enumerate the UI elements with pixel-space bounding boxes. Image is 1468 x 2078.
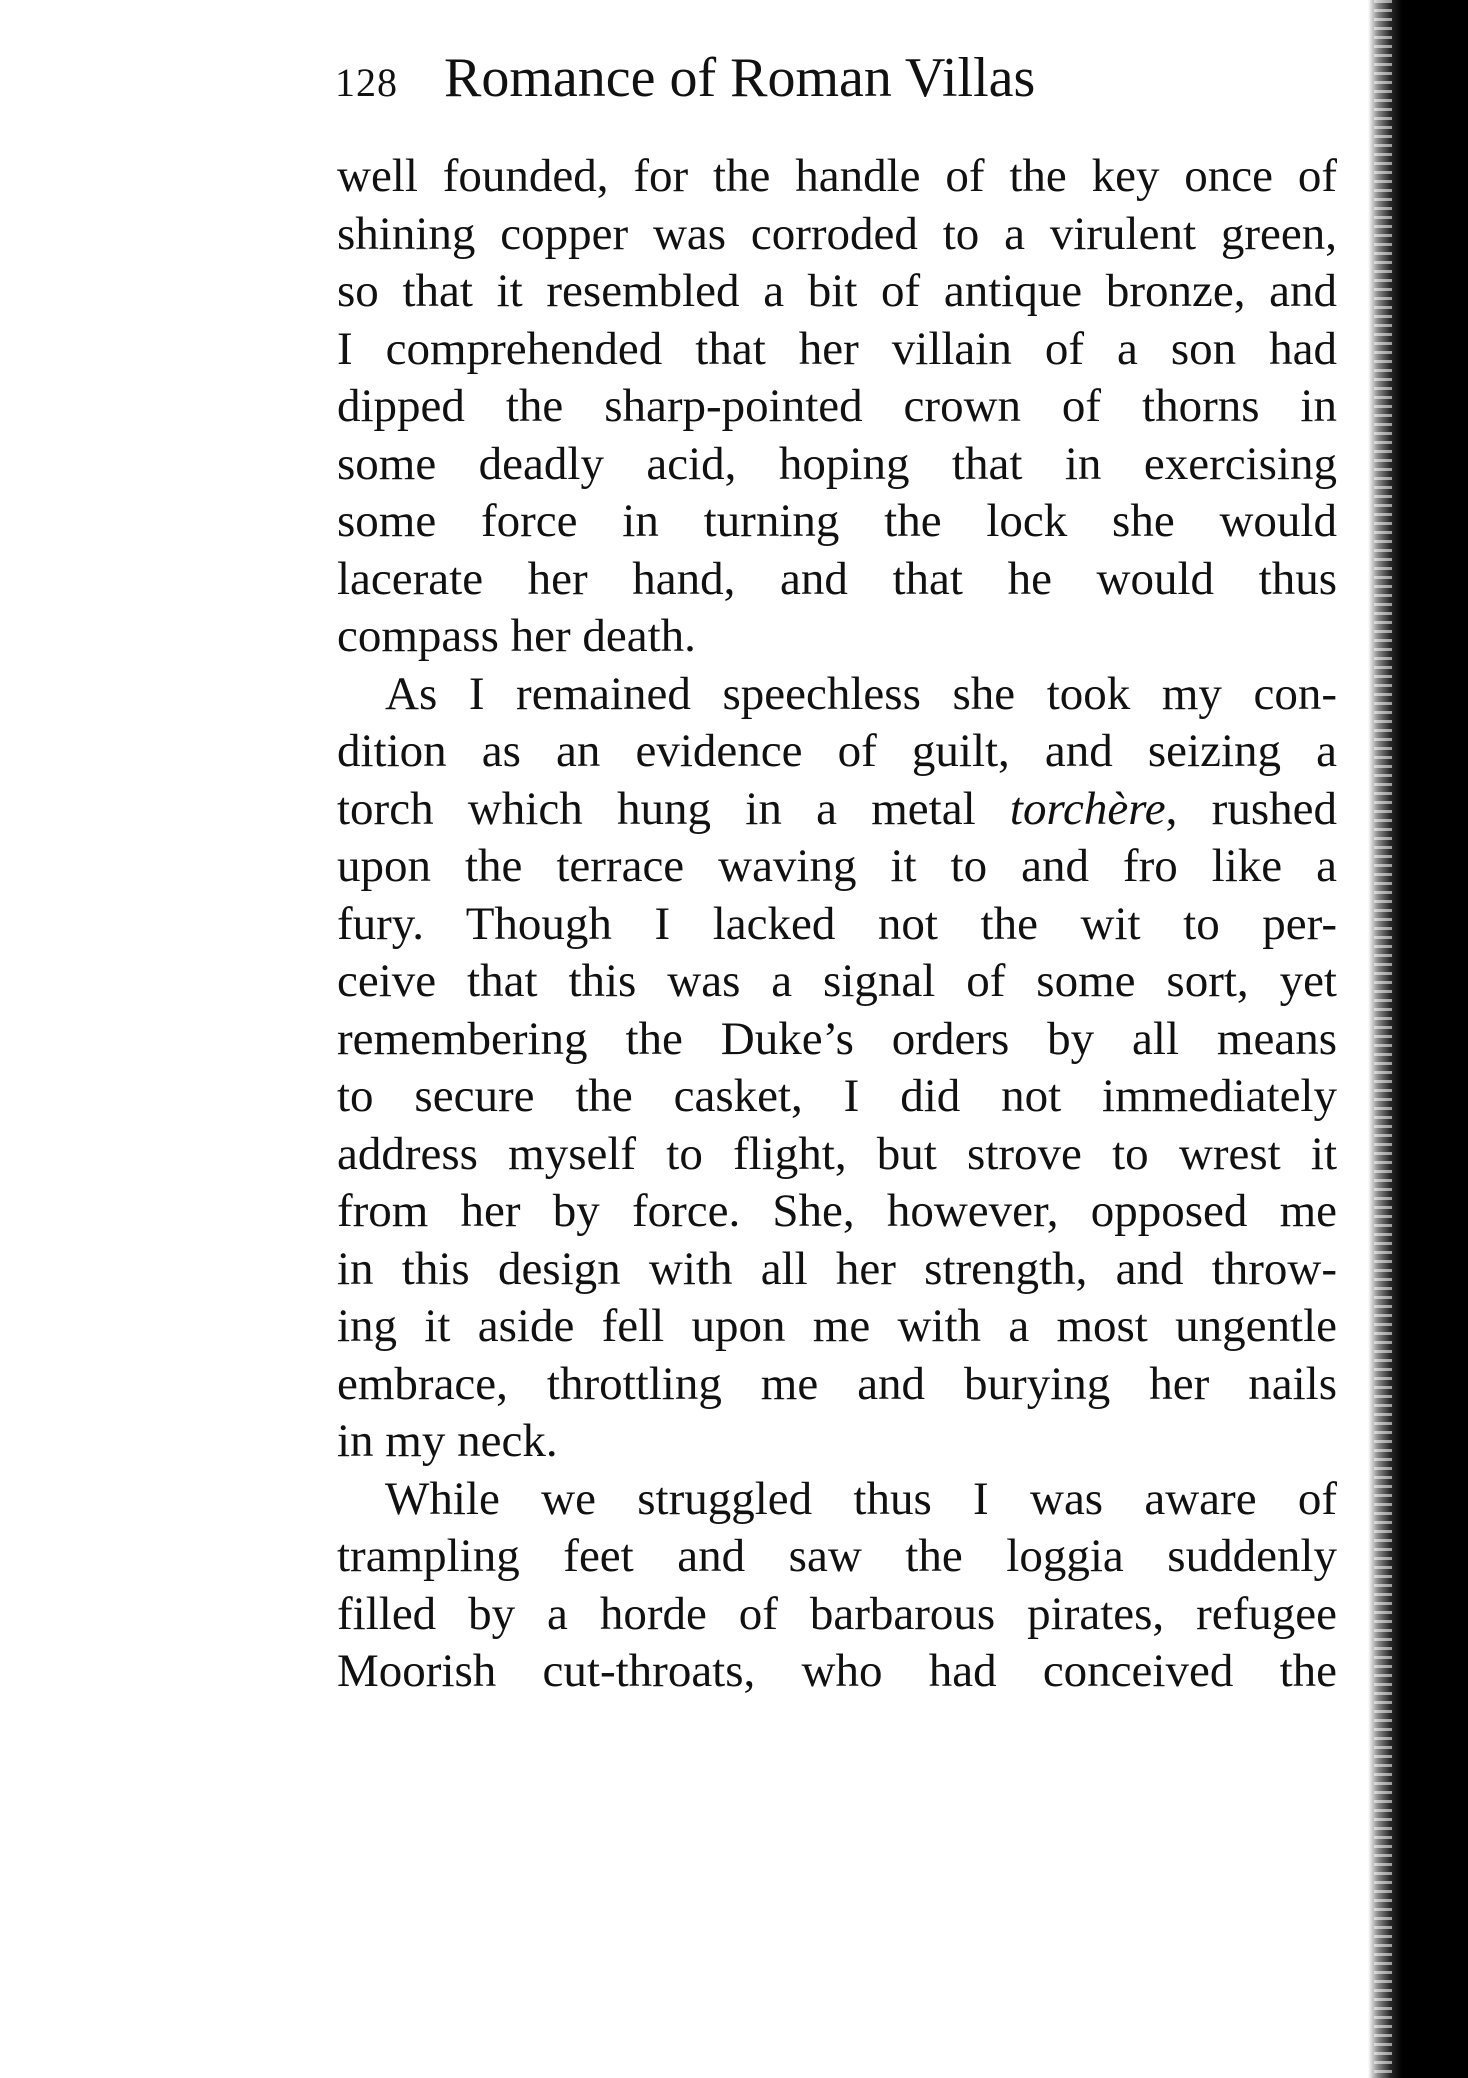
italic-word: torchère bbox=[1009, 782, 1166, 835]
text-line: ing it aside fell upon me with a most ungentle bbox=[337, 1300, 1337, 1352]
text-line: compass her death. bbox=[337, 610, 696, 662]
body-text bbox=[337, 148, 1337, 1701]
text-line: so that it resembled a bit of antique bronze, and bbox=[337, 265, 1337, 317]
paragraph-start-line: As I remained speechless she took my con- bbox=[385, 667, 1337, 720]
text-line: some deadly acid, hoping that in exercising bbox=[337, 437, 1337, 490]
scanned-page-edge bbox=[1368, 0, 1468, 2078]
text-line: upon the terrace waving it to and fro like a bbox=[337, 840, 1337, 892]
text-line: filled by a horde of barbarous pirates, refugee bbox=[337, 1587, 1337, 1640]
text-line: trampling feet and saw the loggia suddenly bbox=[337, 1530, 1337, 1582]
text-line: Moorish cut-throats, who had conceived the bbox=[337, 1645, 1337, 1697]
text-line: I comprehended that her villain of a son had bbox=[337, 322, 1337, 375]
paragraph-start-line: While we struggled thus I was aware of bbox=[385, 1472, 1337, 1525]
text-line: fury. Though I lacked not the wit to per- bbox=[337, 897, 1337, 950]
running-title: Romance of Roman Villas bbox=[444, 47, 1036, 109]
text-line: ceive that this was a signal of some sort, yet bbox=[337, 955, 1337, 1007]
text-line: in my neck. bbox=[337, 1415, 558, 1467]
text-line: to secure the casket, I did not immediately bbox=[337, 1070, 1337, 1122]
text-line: from her by force. She, however, opposed me bbox=[337, 1185, 1337, 1237]
text-line: embrace, throttling me and burying her nails bbox=[337, 1357, 1337, 1410]
text-line: dition as an evidence of guilt, and seizing a bbox=[337, 725, 1337, 777]
text-line: dipped the sharp-pointed crown of thorns in bbox=[337, 380, 1337, 432]
page-number: 128 bbox=[335, 60, 398, 105]
text-line: some force in turning the lock she would bbox=[337, 495, 1337, 547]
text-line: remembering the Duke’s orders by all means bbox=[337, 1012, 1337, 1065]
text-line: torch which hung in a metal torchère, rushed bbox=[337, 782, 1337, 835]
running-head bbox=[335, 38, 1335, 118]
text-line: address myself to flight, but strove to wrest it bbox=[337, 1127, 1337, 1180]
text-line: shining copper was corroded to a virulent green, bbox=[337, 207, 1337, 260]
text-line: lacerate her hand, and that he would thus bbox=[337, 552, 1337, 605]
text-line: in this design with all her strength, and throw- bbox=[337, 1242, 1337, 1295]
text-line: well founded, for the handle of the key once of bbox=[337, 150, 1337, 202]
